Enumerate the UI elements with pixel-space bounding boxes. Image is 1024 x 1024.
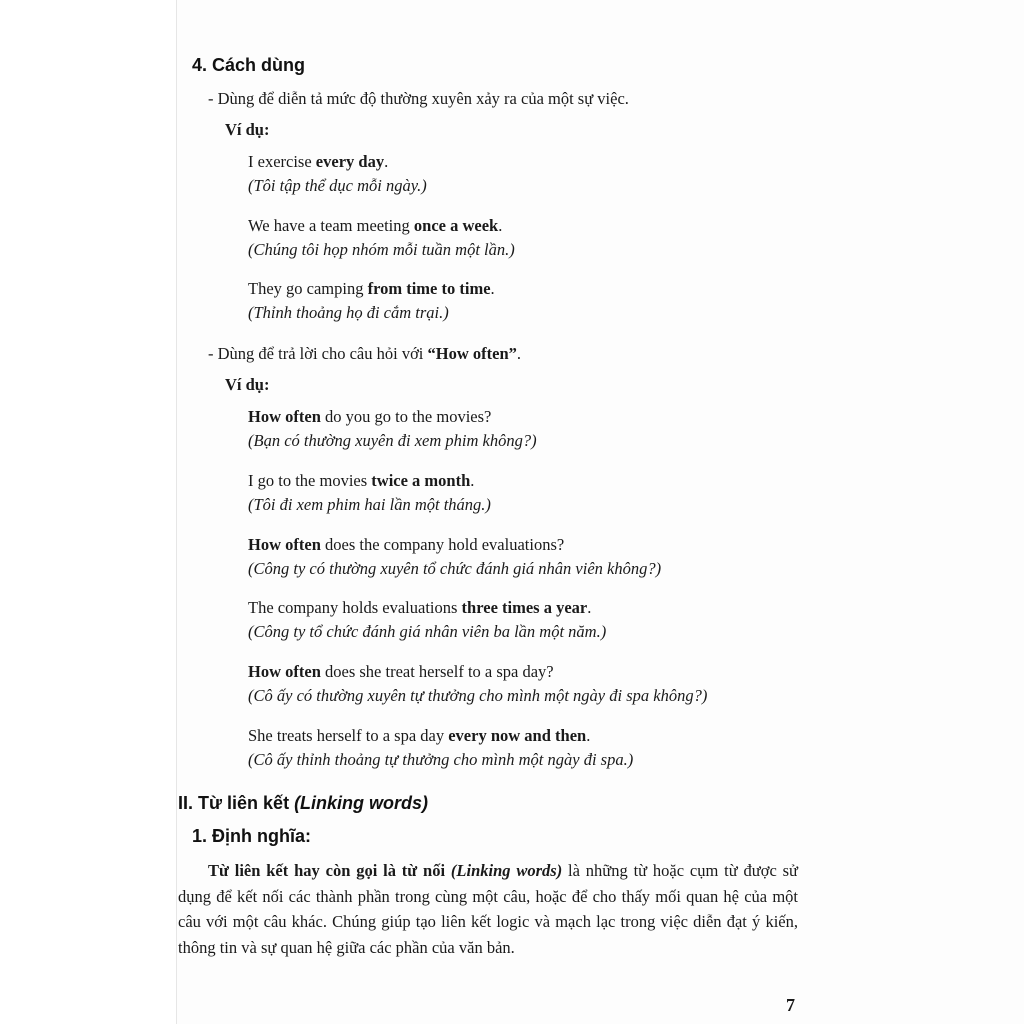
usage-bullet-2 (208, 344, 521, 364)
example-bold-phrase: every now and then (448, 726, 587, 745)
example-translation: (Chúng tôi họp nhóm mỗi tuần một lần.) (248, 240, 515, 259)
example-translation: (Cô ấy có thường xuyên tự thưởng cho mình một ngày đi spa không?) (248, 686, 708, 705)
example-translation: (Cô ấy thỉnh thoảng tự thưởng cho mình một ngày đi spa.) (248, 750, 634, 769)
example-translation: (Công ty có thường xuyên tổ chức đánh giá nhân viên không?) (248, 559, 662, 578)
example-text-end: . (384, 152, 389, 171)
heading-italic: (Linking words) (294, 793, 429, 813)
example-bold-phrase: How often (248, 407, 321, 426)
para-bold-italic: (Linking words) (450, 861, 563, 880)
example-text-end: . (490, 279, 495, 298)
example-text: They go camping (248, 279, 368, 298)
example-sentence (248, 216, 502, 236)
heading-text: II. Từ liên kết (178, 793, 295, 813)
usage-bullet-1: - Dùng để diễn tả mức độ thường xuyên xảy ra của một sự việc. (208, 89, 629, 108)
example-translation: (Thỉnh thoảng họ đi cắm trại.) (248, 303, 449, 322)
page-number: 7 (786, 995, 795, 1015)
example-text-end: . (586, 726, 591, 745)
example-sentence (248, 662, 554, 682)
example-text: The company holds evaluations (248, 598, 462, 617)
example-text-end: . (498, 216, 503, 235)
example-sentence (248, 407, 491, 427)
example-sentence (248, 535, 564, 555)
example-sentence (248, 152, 388, 172)
para-text: là những từ hoặc cụm từ được sử dụng để kết nối các thành phần trong cùng một câu, hoặc để cho thấy mối quan hệ của một câu với một câu khác. Chúng giúp tạo liên kết logic và mạch lạc trong việc diễn đạt ý kiến, thông tin và sự quan hệ giữa các phần của văn bản. (178, 861, 798, 957)
section-heading-usage: 4. Cách dùng (192, 55, 306, 75)
example-label: Ví dụ: (225, 375, 270, 394)
example-text: I go to the movies (248, 471, 372, 490)
section-heading-linking-words (178, 793, 428, 814)
example-text: I exercise (248, 152, 316, 171)
example-label: Ví dụ: (225, 120, 270, 139)
example-translation: (Bạn có thường xuyên đi xem phim không?) (248, 431, 537, 450)
example-bold-phrase: twice a month (371, 471, 471, 490)
example-translation: (Tôi tập thể dục mỗi ngày.) (248, 176, 427, 195)
example-text-end: does she treat herself to a spa day? (320, 662, 554, 681)
example-sentence (248, 471, 474, 491)
example-translation: (Tôi đi xem phim hai lần một tháng.) (248, 495, 491, 514)
bullet-2-end: . (516, 344, 522, 363)
bullet-2-bold: “How often” (427, 344, 517, 363)
example-sentence (248, 598, 591, 618)
example-bold-phrase: every day (315, 152, 385, 171)
example-sentence (248, 726, 590, 746)
example-text-end: does the company hold evaluations? (320, 535, 565, 554)
example-text: We have a team meeting (248, 216, 414, 235)
example-bold-phrase: once a week (413, 216, 499, 235)
example-bold-phrase: from time to time (367, 279, 491, 298)
sub-heading-definition: 1. Định nghĩa: (192, 826, 311, 846)
example-translation: (Công ty tổ chức đánh giá nhân viên ba lần một năm.) (248, 622, 607, 641)
definition-paragraph (178, 858, 798, 960)
example-text-end: do you go to the movies? (320, 407, 492, 426)
example-sentence (248, 279, 495, 299)
example-bold-phrase: three times a year (461, 598, 588, 617)
example-text-end: . (470, 471, 475, 490)
example-bold-phrase: How often (248, 662, 321, 681)
example-text: She treats herself to a spa day (248, 726, 449, 745)
example-text-end: . (587, 598, 592, 617)
example-bold-phrase: How often (248, 535, 321, 554)
para-bold: Từ liên kết hay còn gọi là từ nối (208, 861, 451, 880)
bullet-2-text: - Dùng để trả lời cho câu hỏi với (208, 344, 428, 363)
